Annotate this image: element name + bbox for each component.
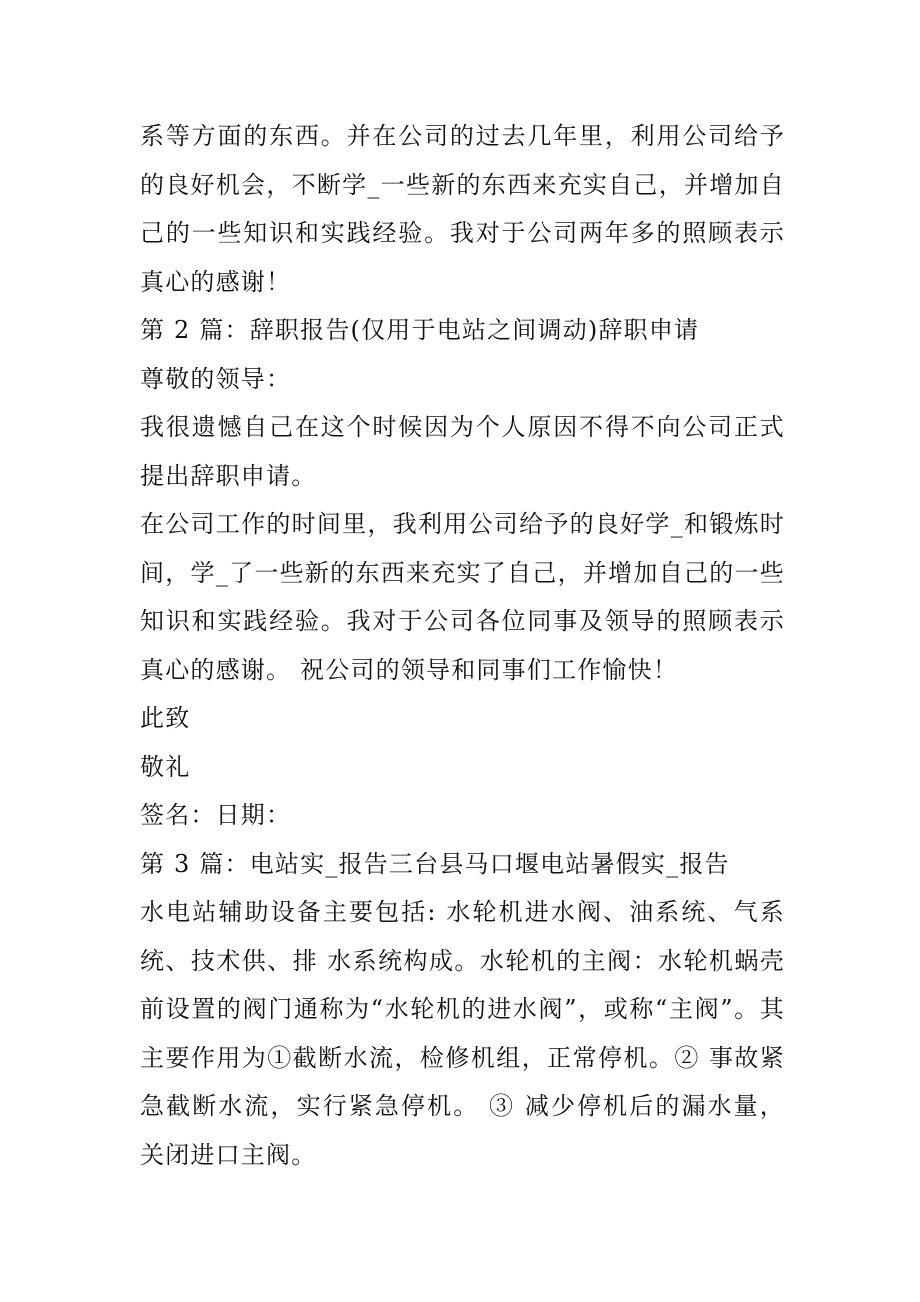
section-heading-2: 第 2 篇：辞职报告(仅用于电站之间调动)辞职申请: [140, 316, 700, 344]
section-heading-3: 第 3 篇：电站实_报告三台县马口堰电站暑假实_报告: [140, 849, 730, 878]
paragraph-continuation: 系等方面的东西。并在公司的过去几年里，利用公司给予的良好机会，不断学_一些新的东西来充实自己，并增加自己的一些知识和实践经验。我对于公司两年多的照顾表示真心的感谢！: [140, 122, 785, 296]
closing-line-1: 此致: [140, 704, 191, 732]
paragraph-resignation: 我很遗憾自己在这个时候因为个人原因不得不向公司正式提出辞职申请。: [140, 413, 785, 490]
signature-date-line: 签名：日期：: [140, 801, 292, 829]
salutation: 尊敬的领导：: [140, 364, 292, 393]
paragraph-gratitude: 在公司工作的时间里，我利用公司给予的良好学_和锻炼时间，学_了一些新的东西来充实了自己，并增加自己的一些知识和实践经验。我对于公司各位同事及领导的照顾表示真心的感谢。 祝公司的领导和同事们工作愉快！: [140, 510, 785, 684]
paragraph-hydropower: 水电站辅助设备主要包括: 水轮机进水阀、油系统、气系统、技术供、排 水系统构成。水轮机的主阀：水轮机蜗壳前设置的阀门通称为“水轮机的进水阀”，或称“主阀”。其主要作用为①截断水流，检修机组，正常停机。② 事故紧急截断水流，实行紧急停机。 ③ 减少停机后的漏水量，关闭进口主阀。: [140, 898, 785, 1169]
document-body: [140, 112, 785, 1179]
closing-line-2: 敬礼: [140, 752, 191, 781]
